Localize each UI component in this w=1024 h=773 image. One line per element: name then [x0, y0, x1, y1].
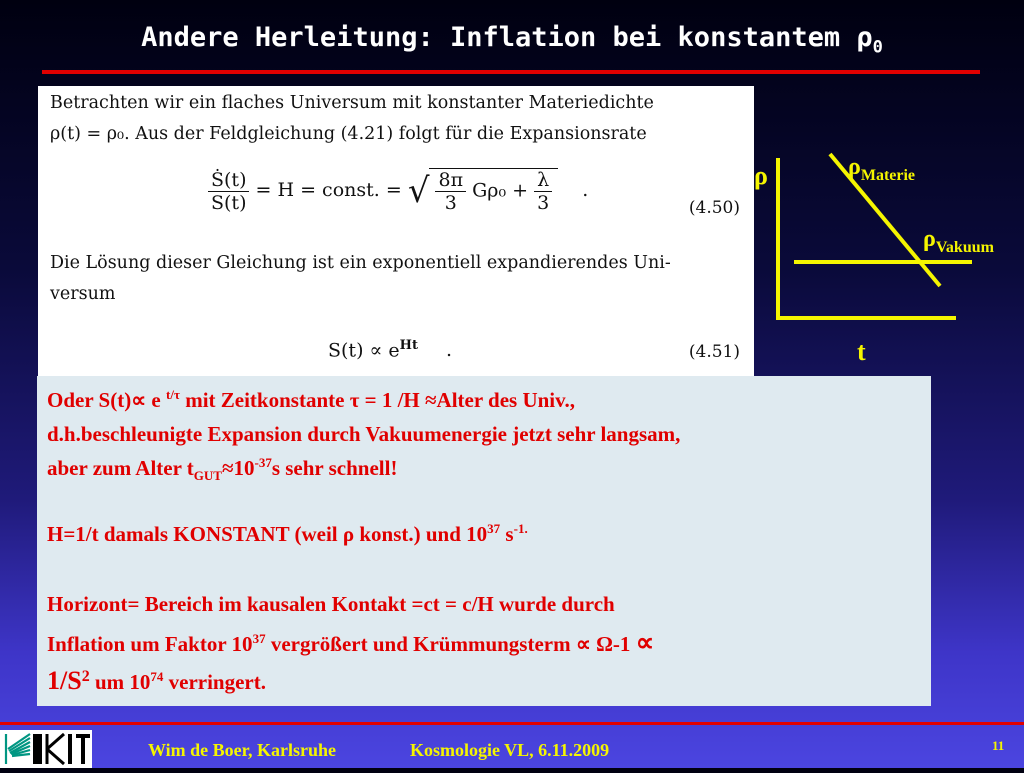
equation-number-4-51: (4.51)	[688, 342, 740, 362]
page-number: 11	[992, 738, 1005, 753]
equation-number-4-50: (4.50)	[688, 198, 740, 218]
sqrt-sign: √	[407, 171, 430, 211]
box-line-6: Inflation um Faktor $10^{37}$ vergrößert und Krümmungsterm ∝ Ω-1 ∝	[47, 628, 655, 657]
slide-title: Andere Herleitung: Inflation bei konstantem $\rho_0$	[141, 22, 883, 58]
sqrt-radicand: $\frac{8\pi}{3}$ Gρ₀ + $\frac{\lambda}{3}$	[429, 168, 558, 214]
y-axis-label: ρ	[754, 161, 768, 190]
materie-label: $\rho_{Materie}$	[848, 154, 916, 184]
kit-logo	[0, 730, 92, 768]
textbook-excerpt	[38, 86, 754, 378]
box-line-7: $1/S^2$ um $10^{74}$ verringert.	[47, 666, 266, 695]
kit-logo-icon	[0, 730, 92, 768]
hubble-fraction: $\frac{\text{Ṡ(t)}}{S(t)}$	[208, 169, 249, 214]
footer-divider	[0, 722, 1024, 725]
box-line-5: Horizont= Bereich im kausalen Kontakt =ct = c/H wurde durch	[47, 592, 615, 616]
excerpt-paragraph-1: Betrachten wir ein flaches Universum mit konstanter Materiedichte ρ(t) = ρ₀. Aus der Feldgleichung (4.21) folgt für die Expansionsrate	[50, 93, 654, 144]
box-line-1: Oder S(t)∝ e $^{t/\tau}$ mit Zeitkonstante τ = 1 /H ≈Alter des Univ.,	[47, 387, 575, 412]
excerpt-paragraph-2: Die Lösung dieser Gleichung ist ein exponentiell expandierendes Uni- versum	[50, 253, 671, 304]
box-line-3: aber zum Alter $t_{GUT}\approx 10^{-37}s$ sehr schnell!	[47, 455, 398, 484]
box-line-4: H=1/t damals KONSTANT (weil ρ konst.) und $10^{37}$ $s^{-1.}$	[47, 521, 528, 546]
explanation-box	[37, 376, 931, 706]
equation-4-50: $\frac{\text{Ṡ(t)}}{S(t)}$ = H = const. = √ $\frac{8\pi}{3}$ Gρ₀ + $\frac{\lambda}{3}$ .	[208, 168, 588, 214]
title-subscript: 0	[872, 37, 883, 58]
box-line-2: d.h.beschleunigte Expansion durch Vakuumenergie jetzt sehr langsam,	[47, 422, 681, 446]
x-axis-label: t	[857, 337, 866, 366]
footer-course: Kosmologie VL, 6.11.2009	[410, 740, 610, 760]
title-divider	[42, 70, 980, 74]
density-sketch	[754, 140, 1024, 380]
vakuum-label: $\rho_{Vakuum}$	[923, 226, 994, 256]
equation-4-51: $S(t) \propto e^{Ht}$ .	[328, 338, 453, 362]
footer-author: Wim de Boer, Karlsruhe	[148, 740, 336, 760]
